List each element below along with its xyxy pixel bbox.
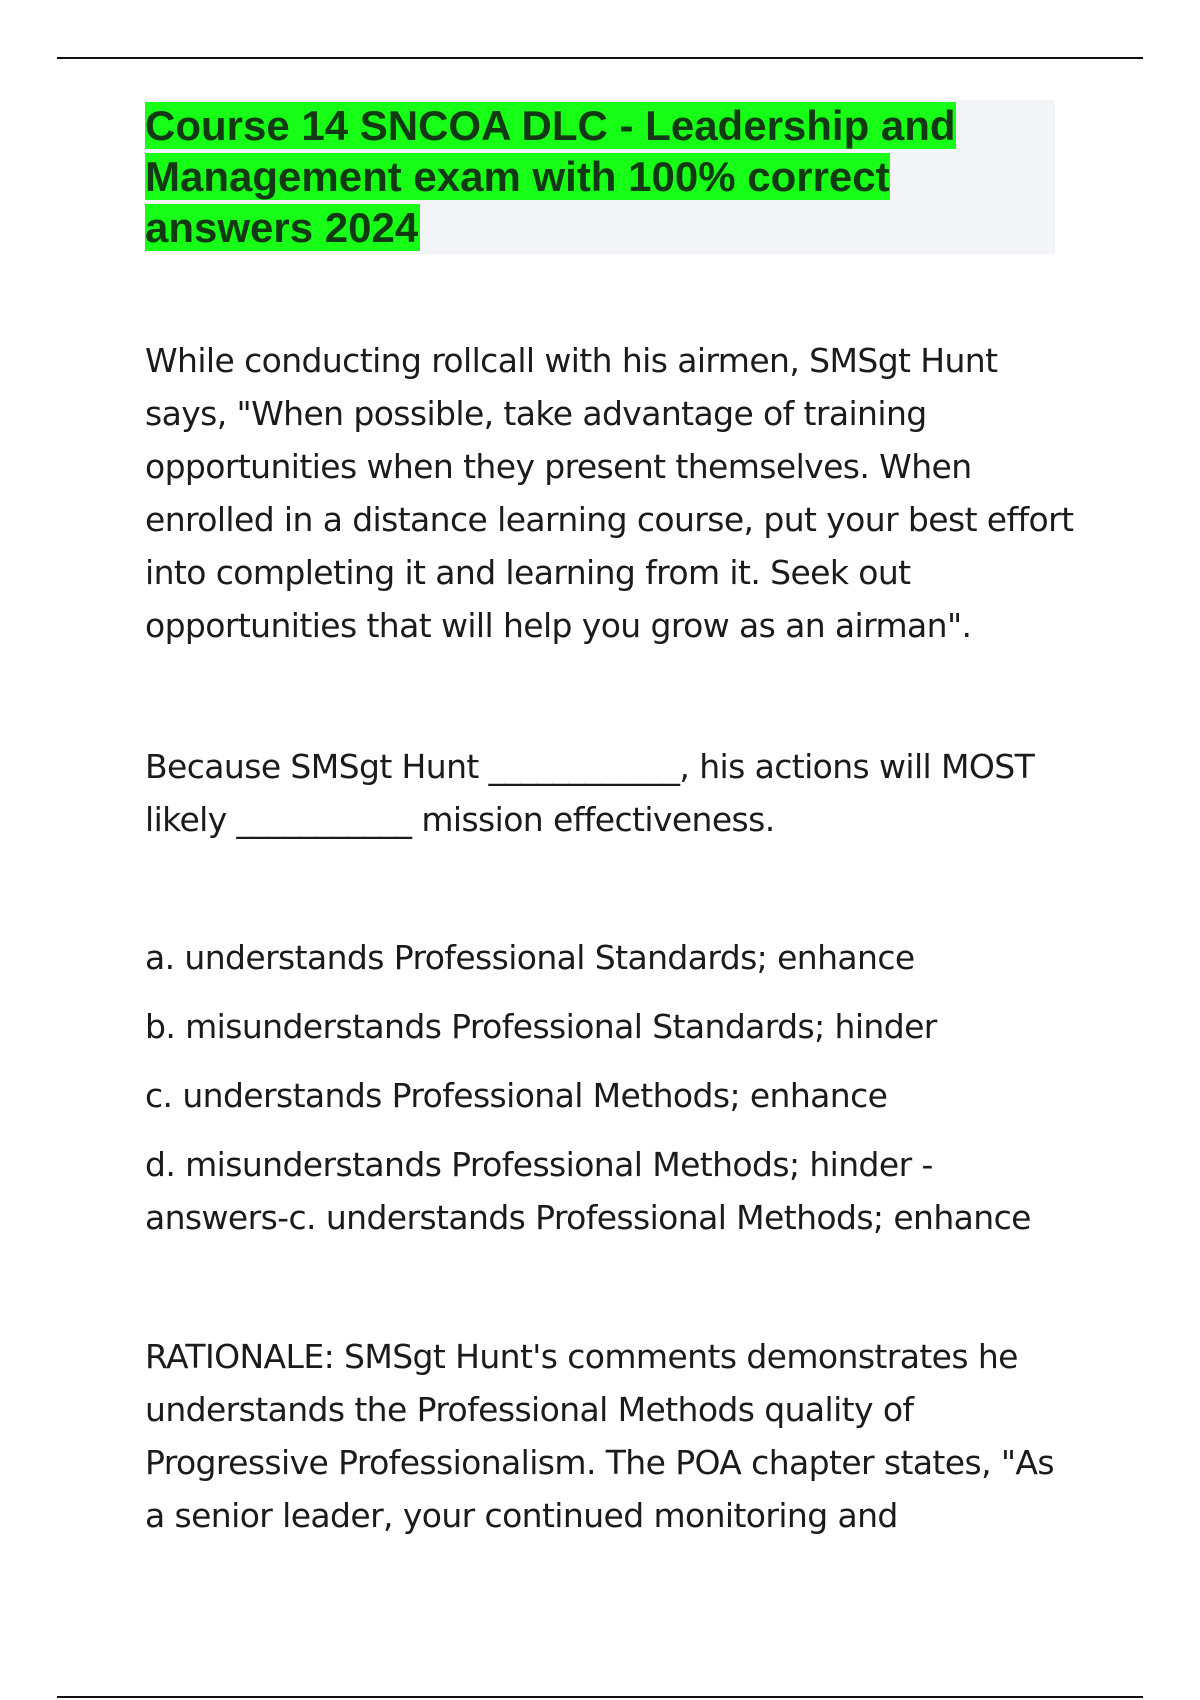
rationale-paragraph: RATIONALE: SMSgt Hunt's comments demonstrates he understands the Professional Methods quality of Progressive Professionalism. The POA chapter states, "As a senior leader, your continued monitoring and: [145, 1337, 1054, 1535]
option-a: a. understands Professional Standards; enhance: [145, 938, 915, 977]
option-b: b. misunderstands Professional Standards; hinder: [145, 1007, 937, 1046]
bottom-rule: [57, 1696, 1143, 1698]
title-block: [145, 100, 1055, 254]
question-paragraph: Because SMSgt Hunt ____________, his actions will MOST likely ___________ mission effectiveness.: [145, 747, 1035, 839]
answer-options: [145, 931, 1075, 1244]
option-d: d. misunderstands Professional Methods; hinder - answers-c. understands Professional Methods; enhance: [145, 1145, 1031, 1237]
option-c: c. understands Professional Methods; enhance: [145, 1076, 888, 1115]
top-rule: [57, 57, 1143, 59]
document-title: Course 14 SNCOA DLC - Leadership and Management exam with 100% correct answers 2024: [145, 102, 956, 251]
scenario-paragraph: While conducting rollcall with his airmen, SMSgt Hunt says, "When possible, take advantage of training opportunities when they present themselves. When enrolled in a distance learning course, put your best effort into completing it and learning from it. Seek out opportunities that will help you grow as an airman".: [145, 341, 1074, 645]
